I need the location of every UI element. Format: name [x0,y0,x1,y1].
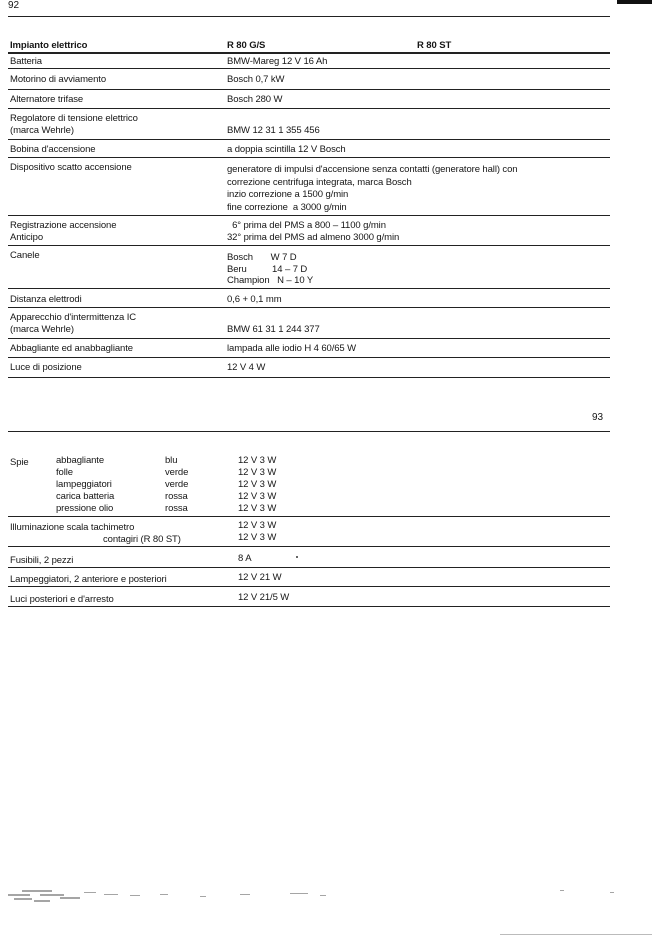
row-value: generatore di impulsi d'accensione senza contatti (generatore hall) con correzione centrifuga integrata, marca Bosch inzio correzione a 1500 g/min fine correzione a 3000 g/min [227,164,518,213]
table-rule [8,338,610,339]
spie-item-name: lampeggiatori [56,479,112,490]
spie-item-color: verde [165,467,189,478]
table-rule [8,245,610,246]
row-label: Abbagliante ed anabbagliante [10,343,133,354]
row-label: Luce di posizione [10,362,82,373]
spie-item-color: rossa [165,491,188,502]
row-value: 8 A [238,553,252,564]
scan-speck [296,556,298,558]
section-title: Impianto elettrico [10,40,88,51]
row-value: 12 V 21 W [238,572,282,583]
page-corner-mark [617,0,652,4]
row-label: Luci posteriori e d'arresto [10,594,114,605]
table-rule [8,377,610,378]
table-rule [8,546,610,547]
illuminazione-label: Illuminazione scala tachimetro [10,522,135,533]
row-value: 6° prima del PMS a 800 – 1100 g/min 32° prima del PMS ad almeno 3000 g/min [227,220,400,243]
spie-label: Spie [10,457,29,468]
row-label: Dispositivo scatto accensione [10,162,132,173]
page-number: 93 [592,412,604,423]
table-rule [8,567,610,568]
row-label: Apparecchio d'intermittenza IC (marca Wehrle) [10,312,137,335]
row-value: 12 V 4 W [227,362,266,373]
illuminazione-value: 12 V 3 W [238,520,277,531]
table-rule [8,288,610,289]
table-rule [8,357,610,358]
row-label: Alternatore trifase [10,94,84,105]
spie-item-value: 12 V 3 W [238,455,277,466]
row-value: Bosch W 7 D Beru 14 – 7 D Champion N – 10 Y [227,252,314,286]
spie-item-color: blu [165,455,178,466]
spie-item-value: 12 V 3 W [238,479,277,490]
table-rule [8,586,610,587]
row-label: Fusibili, 2 pezzi [10,555,74,566]
contagiri-value: 12 V 3 W [238,532,277,543]
spie-item-value: 12 V 3 W [238,503,277,514]
spie-item-value: 12 V 3 W [238,467,277,478]
row-value: BMW 61 31 1 244 377 [227,324,320,335]
contagiri-label: contagiri (R 80 ST) [103,534,181,545]
spie-item-name: pressione olio [56,503,114,514]
spie-item-name: folle [56,467,73,478]
table-rule [8,307,610,308]
row-label: Distanza elettrodi [10,294,82,305]
scan-noise [0,880,652,937]
row-value: lampada alle iodio H 4 60/65 W [227,343,357,354]
top-rule [8,431,610,432]
table-rule [8,157,610,158]
row-value: Bosch 0,7 kW [227,74,285,85]
table-rule [8,606,610,607]
spie-item-value: 12 V 3 W [238,491,277,502]
row-value: 0,6 + 0,1 mm [227,294,282,305]
row-label: Batteria [10,56,42,67]
row-label: Motorino di avviamento [10,74,107,85]
table-rule [8,52,610,54]
row-label: Canele [10,250,40,261]
row-value: BMW-Mareg 12 V 16 Ah [227,56,328,67]
row-label: Lampeggiatori, 2 anteriore e posteriori [10,574,167,585]
row-value: 12 V 21/5 W [238,592,290,603]
row-label: Bobina d'accensione [10,144,96,155]
table-rule [8,516,610,517]
table-rule [8,108,610,109]
row-value: a doppia scintilla 12 V Bosch [227,144,346,155]
page-number: 92 [8,0,20,11]
column-header-r80st: R 80 ST [417,40,452,51]
spie-item-name: abbagliante [56,455,105,466]
column-header-r80gs: R 80 G/S [227,40,266,51]
spie-item-color: verde [165,479,189,490]
table-rule [8,139,610,140]
row-value: BMW 12 31 1 355 456 [227,125,320,136]
row-label: Regolatore di tensione elettrico (marca Wehrle) [10,113,138,136]
top-rule [8,16,610,17]
spie-item-name: carica batteria [56,491,115,502]
table-rule [8,89,610,90]
row-value: Bosch 280 W [227,94,283,105]
spie-item-color: rossa [165,503,188,514]
table-rule [8,68,610,69]
table-rule [8,215,610,216]
row-label: Registrazione accensione Anticipo [10,220,117,243]
